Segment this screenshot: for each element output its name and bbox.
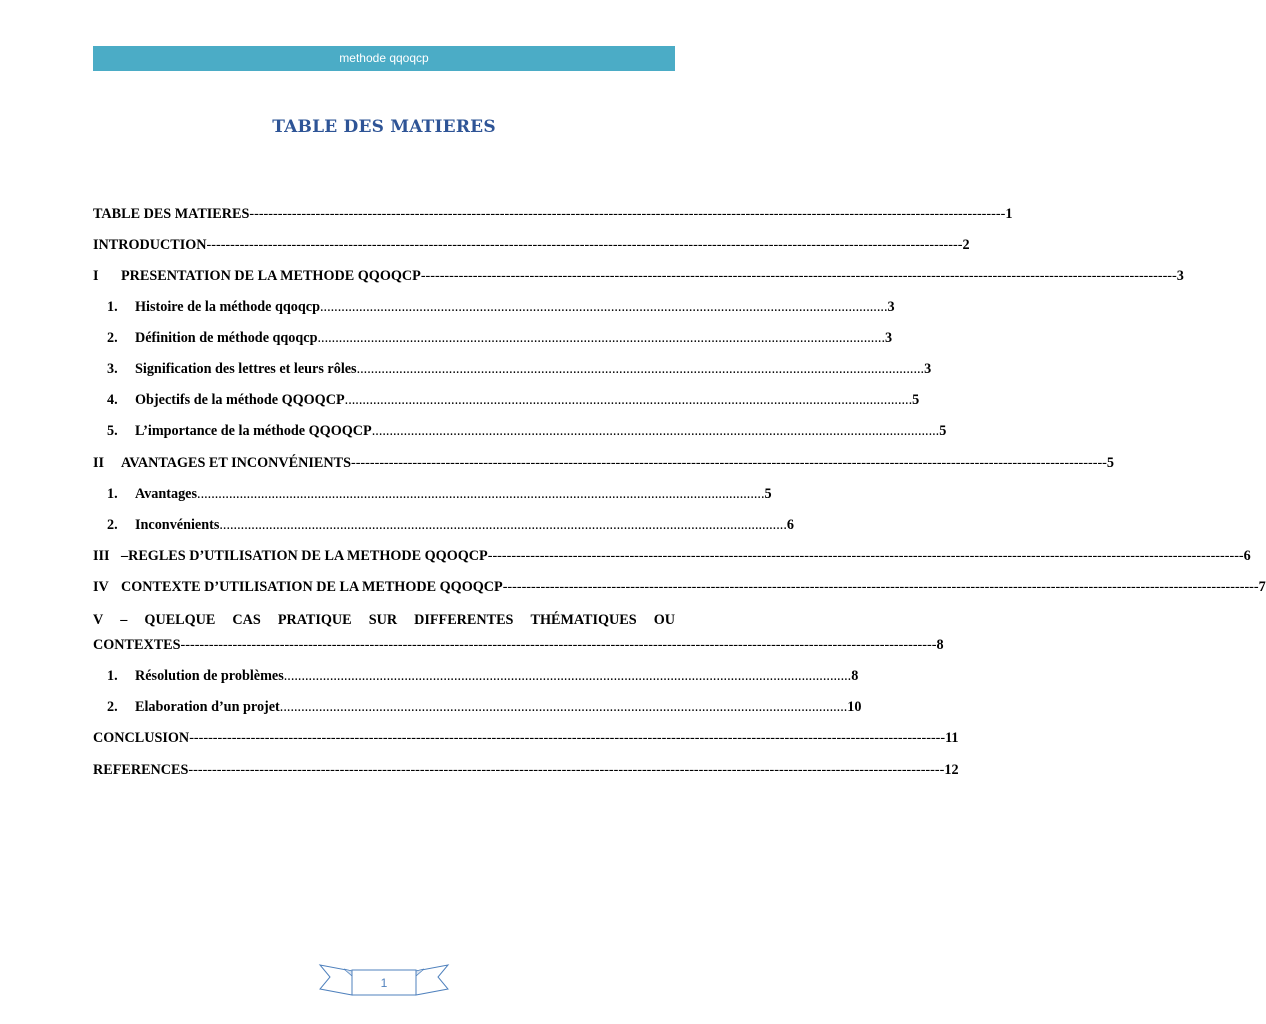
- toc-item-number: 1.: [107, 668, 118, 684]
- toc-dot-leader: ................................................................................................................................................................: [356, 361, 925, 377]
- toc-section-number: III: [93, 548, 110, 564]
- toc-item-number: 1.: [107, 299, 118, 315]
- toc-entry[interactable]: [93, 453, 1114, 473]
- toc-dash-leader: ----------------------------------------------------------------------------------------------------------------------------------------------------------------: [502, 579, 1259, 595]
- toc-page-number: 2: [962, 237, 970, 253]
- toc-page-number: 3: [924, 361, 932, 377]
- toc-entry-word: DIFFERENTES: [414, 612, 514, 628]
- toc-dot-leader: ................................................................................................................................................................: [344, 392, 913, 408]
- toc-entry-label: CONTEXTES: [93, 637, 181, 653]
- toc-dot-leader: ................................................................................................................................................................: [317, 330, 885, 346]
- toc-page-number: 12: [944, 762, 959, 778]
- toc-page-number: 8: [851, 668, 859, 684]
- footer-page-number: 1: [380, 976, 388, 990]
- toc-entry-word: –: [120, 612, 128, 628]
- toc-entry[interactable]: [93, 760, 959, 780]
- toc-dot-leader: ................................................................................................................................................................: [319, 299, 888, 315]
- toc-entry-label: Inconvénients: [135, 517, 220, 533]
- toc-item-number: 2.: [107, 517, 118, 533]
- toc-item-number: 1.: [107, 486, 118, 502]
- toc-section-number: IV: [93, 579, 109, 595]
- toc-subentry[interactable]: [107, 328, 893, 348]
- toc-section-number: V: [93, 612, 104, 628]
- toc-subentry[interactable]: [107, 359, 932, 379]
- header-text: methode qqoqcp: [339, 51, 429, 65]
- toc-subentry[interactable]: [107, 297, 895, 317]
- toc-entry-label: CONTEXTE D’UTILISATION DE LA METHODE QQOQCP: [121, 579, 503, 595]
- toc-page-number: 11: [945, 730, 959, 746]
- toc-page-number: 10: [847, 699, 862, 715]
- toc-entry[interactable]: [93, 728, 959, 748]
- toc-dot-leader: ................................................................................................................................................................: [197, 486, 765, 502]
- toc-item-number: 4.: [107, 392, 118, 408]
- toc-subentry[interactable]: [107, 515, 794, 535]
- toc-entry[interactable]: [93, 204, 1013, 224]
- toc-dash-leader: ----------------------------------------------------------------------------------------------------------------------------------------------------------------: [350, 455, 1107, 471]
- toc-entry-label: Signification des lettres et leurs rôles: [135, 361, 357, 377]
- toc-item-number: 5.: [107, 423, 118, 439]
- page-title: TABLE DES MATIERES: [272, 117, 496, 137]
- toc-entry-label: REFERENCES: [93, 762, 189, 778]
- toc-subentry[interactable]: [107, 390, 920, 410]
- toc-dot-leader: ................................................................................................................................................................: [279, 699, 848, 715]
- toc-item-number: 3.: [107, 361, 118, 377]
- toc-entry[interactable]: [93, 235, 970, 255]
- toc-page-number: 3: [887, 299, 895, 315]
- toc-page-number: 6: [1243, 548, 1251, 564]
- toc-item-number: 2.: [107, 699, 118, 715]
- toc-dash-leader: ----------------------------------------------------------------------------------------------------------------------------------------------------------------: [189, 730, 946, 746]
- toc-dash-leader: ----------------------------------------------------------------------------------------------------------------------------------------------------------------: [180, 637, 937, 653]
- toc-entry[interactable]: [93, 607, 944, 653]
- toc-page-number: 6: [786, 517, 794, 533]
- toc-entry[interactable]: [93, 546, 1251, 566]
- toc-page-number: 5: [939, 423, 947, 439]
- toc-entry-justified-line: [93, 607, 675, 633]
- toc-section-number: I: [93, 268, 99, 284]
- toc-dash-leader: ----------------------------------------------------------------------------------------------------------------------------------------------------------------: [206, 237, 963, 253]
- toc-subentry[interactable]: [107, 666, 859, 686]
- toc-dash-leader: ----------------------------------------------------------------------------------------------------------------------------------------------------------------: [487, 548, 1244, 564]
- toc-entry-word: CAS: [232, 612, 261, 628]
- toc-page-number: 3: [1176, 268, 1184, 284]
- toc-page-number: 7: [1258, 579, 1266, 595]
- toc-entry-label: Résolution de problèmes: [135, 668, 284, 684]
- toc-entry-label: AVANTAGES ET INCONVÉNIENTS: [121, 455, 351, 471]
- toc-subentry[interactable]: [107, 421, 947, 441]
- toc-page-number: 3: [884, 330, 893, 346]
- toc-item-number: 2.: [107, 330, 118, 346]
- toc-entry-word: SUR: [368, 612, 398, 628]
- toc-entry-label: Elaboration d’un projet: [135, 699, 280, 715]
- toc-dash-leader: ----------------------------------------------------------------------------------------------------------------------------------------------------------------: [420, 268, 1177, 284]
- toc-section-number: II: [93, 455, 105, 471]
- toc-entry-label: TABLE DES MATIERES: [93, 206, 250, 222]
- toc-entry-label: Définition de méthode qqoqcp: [135, 330, 318, 346]
- document-header-bar: [93, 46, 675, 71]
- toc-dot-leader: ................................................................................................................................................................: [219, 517, 787, 533]
- toc-entry[interactable]: [93, 266, 1184, 286]
- toc-entry-label: INTRODUCTION: [93, 237, 207, 253]
- toc-entry-label: PRESENTATION DE LA METHODE QQOQCP: [121, 268, 421, 284]
- toc-entry-word: PRATIQUE: [277, 612, 352, 628]
- toc-entry[interactable]: [93, 577, 1266, 597]
- toc-entry-continuation: [93, 632, 944, 658]
- toc-entry-label: L’importance de la méthode QQOQCP: [135, 423, 372, 439]
- toc-page-number: 5: [1106, 455, 1114, 471]
- toc-entry-label: –REGLES D’UTILISATION DE LA METHODE QQOQCP: [121, 548, 488, 564]
- toc-page-number: 5: [764, 486, 772, 502]
- toc-page-number: 1: [1005, 206, 1013, 222]
- toc-entry-word: OU: [653, 612, 675, 628]
- toc-page-number: 5: [912, 392, 920, 408]
- toc-subentry[interactable]: [107, 697, 862, 717]
- toc-dash-leader: ----------------------------------------------------------------------------------------------------------------------------------------------------------------: [249, 206, 1006, 222]
- toc-entry-word: THÉMATIQUES: [530, 612, 637, 628]
- toc-entry-word: QUELQUE: [144, 612, 216, 628]
- toc-page-number: 8: [936, 637, 944, 653]
- toc-dot-leader: ................................................................................................................................................................: [371, 423, 940, 439]
- toc-entry-label: Histoire de la méthode qqoqcp: [135, 299, 320, 315]
- toc-entry-label: Objectifs de la méthode QQOQCP: [135, 392, 345, 408]
- toc-entry-label: Avantages: [135, 486, 198, 502]
- toc-entry-label: CONCLUSION: [93, 730, 190, 746]
- toc-dot-leader: ................................................................................................................................................................: [283, 668, 852, 684]
- toc-subentry[interactable]: [107, 484, 772, 504]
- toc-dash-leader: ----------------------------------------------------------------------------------------------------------------------------------------------------------------: [188, 762, 945, 778]
